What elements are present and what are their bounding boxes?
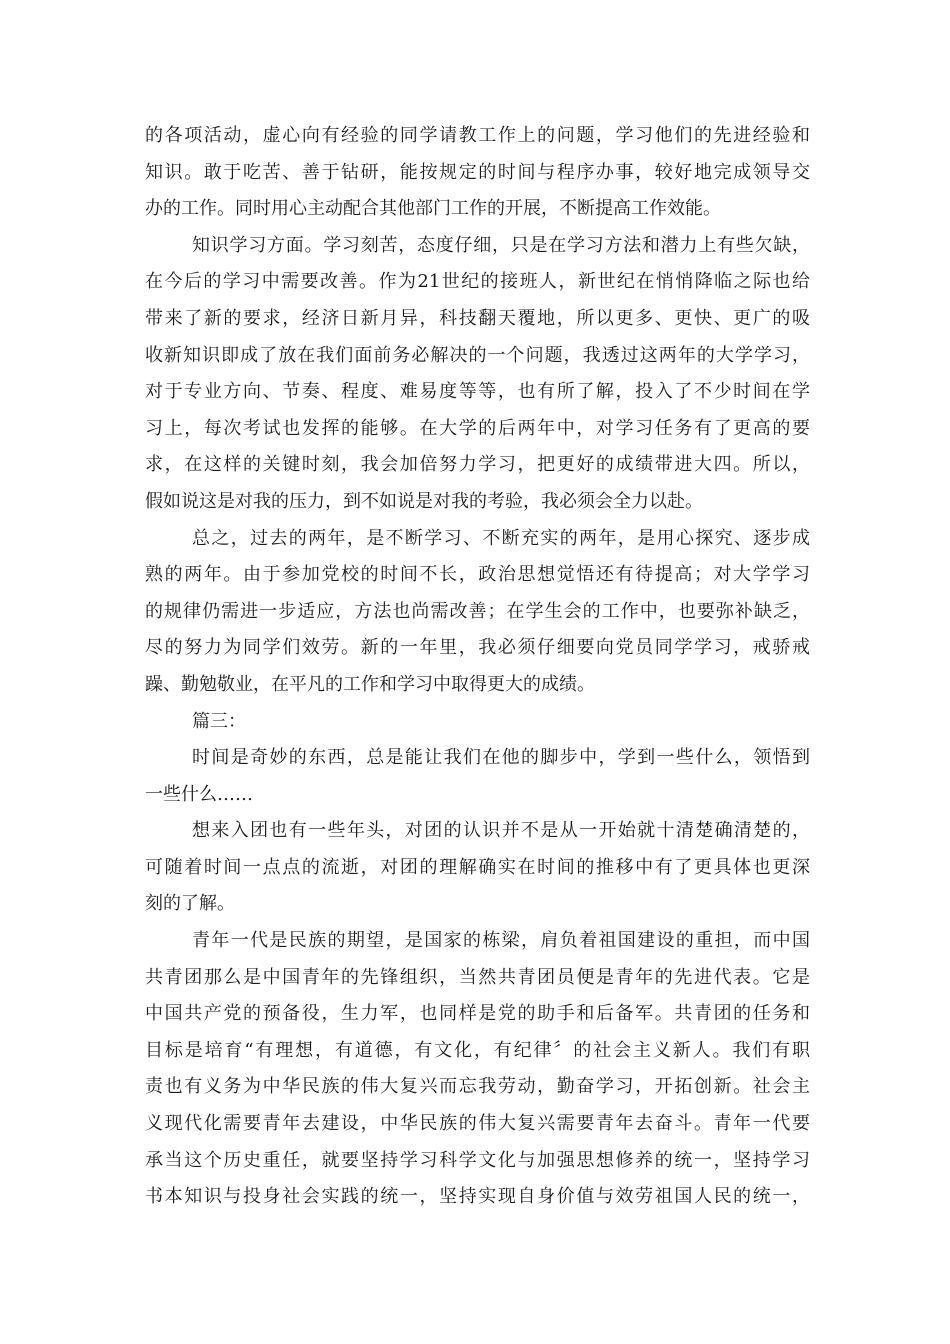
text-line: 办的工作。同时用心主动配合其他部门工作的开展，不断提高工作效能。 [145,198,721,220]
text-line: 一些什么…… [145,783,253,805]
text-line: 熟的两年。由于参加党校的时间不长，政治思想觉悟还有待提高；对大学学习 [145,564,810,586]
text-line: 书本知识与投身社会实践的统一，坚持实现自身价值与效劳祖国人民的统一， [145,1186,810,1208]
text-line: 共青团那么是中国青年的先锋组织，当然共青团员便是青年的先进代表。它是 [145,966,810,988]
text-line: 带来了新的要求，经济日新月异，科技翻天覆地，所以更多、更快、更广的吸 [145,307,810,329]
text-line: 的各项活动，虚心向有经验的同学请教工作上的问题，学习他们的先进经验和 [145,125,810,146]
text-line: 义现代化需要青年去建设，中华民族的伟大复兴需要青年去奋斗。青年一代要 [145,1113,810,1135]
text-line: 躁、勤勉敬业，在平凡的工作和学习中取得更大的成绩。 [145,673,595,695]
text-line: 篇三： [192,710,246,732]
text-line: 收新知识即成了放在我们面前务必解决的一个问题，我透过这两年的大学学习， [145,344,810,366]
text-line: 时间是奇妙的东西，总是能让我们在他的脚步中，学到一些什么，领悟到 [192,747,810,769]
document-body-text [145,118,810,1216]
text-line: 假如说这是对我的压力，到不如说是对我的考验，我必须会全力以赴。 [145,490,703,512]
text-line: 对于专业方向、节奏、程度、难易度等等，也有所了解，投入了不少时间在学 [145,381,810,403]
text-line: 青年一代是民族的期望，是国家的栋梁，肩负着祖国建设的重担，而中国 [192,930,810,952]
text-line: 目标是培育“有理想，有道德，有文化，有纪律〞的社会主义新人。我们有职 [145,1039,810,1061]
text-line: 中国共产党的预备役，生力军，也同样是党的助手和后备军。共青团的任务和 [145,1003,810,1025]
text-line: 知识学习方面。学习刻苦，态度仔细，只是在学习方法和潜力上有些欠缺， [192,234,810,256]
text-line: 习上，每次考试也发挥的能够。在大学的后两年中，对学习任务有了更高的要 [145,417,810,439]
text-line: 可随着时间一点点的流逝，对团的理解确实在时间的推移中有了更具体也更深 [145,856,810,878]
text-line: 刻的了解。 [145,893,235,915]
text-line: 承当这个历史重任，就要坚持学习科学文化与加强思想修养的统一，坚持学习 [145,1149,810,1171]
text-line: 总之，过去的两年，是不断学习、不断充实的两年，是用心探究、逐步成 [192,527,810,549]
text-line: 在今后的学习中需要改善。作为21世纪的接班人，新世纪在悄悄降临之际也给 [145,271,810,293]
text-line: 尽的努力为同学们效劳。新的一年里，我必须仔细要向党员同学学习，戒骄戒 [145,637,810,659]
text-line: 想来入团也有一些年头，对团的认识并不是从一开始就十清楚确清楚的， [192,820,810,842]
text-line: 的规律仍需进一步适应，方法也尚需改善；在学生会的工作中，也要弥补缺乏， [145,600,810,622]
text-line: 知识。敢于吃苦、善于钻研，能按规定的时间与程序办事，较好地完成领导交 [145,161,810,183]
text-line: 责也有义务为中华民族的伟大复兴而忘我劳动，勤奋学习，开拓创新。社会主 [145,1076,810,1098]
text-line: 求，在这样的关键时刻，我会加倍努力学习，把更好的成绩带进大四。所以， [145,454,810,476]
